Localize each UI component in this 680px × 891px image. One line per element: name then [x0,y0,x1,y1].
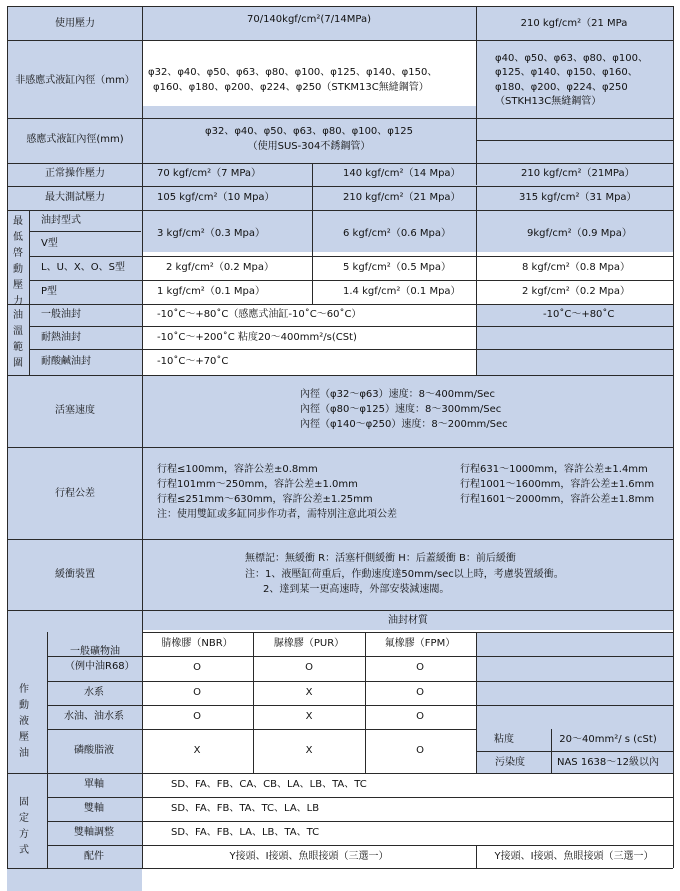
cushion-label: 緩衝裝置 [55,569,95,580]
mount-row-value: SD、FA、FB、LA、LB、TA、TC [171,827,320,838]
viscosity-value: 20～40mm²/ s (cSt) [559,734,657,745]
oil-temp-general-label: 一般油封 [41,309,81,320]
rule [7,6,673,7]
min-start-v70: 3 kgf/cm²（0.3 Mpa） [157,228,266,239]
rule [7,163,673,164]
rule [476,140,673,141]
rule [476,845,477,868]
oil-mark: O [193,711,201,722]
rule [29,256,673,257]
rule [476,186,477,304]
oil-row-label: 水油、油水系 [64,711,124,722]
rule [47,845,673,846]
rule [29,349,673,350]
cushion-note: 注：1、液壓缸荷重后，作動速度達50mm/sec以上時，考慮裝置緩衝。 [245,569,564,580]
rule [47,821,673,822]
stroke-tolerance-left-line: 行程≤251mm～630mm，容許公差±1.25mm [157,494,373,505]
rule [7,610,673,611]
oil-mark: O [193,687,201,698]
rule [7,6,8,868]
oil-mark: O [416,711,424,722]
piston-speed-line: 內徑（φ80～φ125）速度：8～300mm/Sec [300,404,502,415]
rule [7,447,673,448]
max-test-pressure-210: 315 kgf/cm²（31 Mpa） [519,192,637,203]
piston-speed-label: 活塞速度 [55,405,95,416]
rule [7,375,673,376]
oil-temp-acid-value: -10˚C～+70˚C [157,356,229,367]
min-start-v140: 1.4 kgf/cm²（0.1 Mpa） [343,286,461,297]
oil-temp-group-label: 油溫範圍 [13,310,23,369]
rule [7,40,673,41]
rule [29,326,673,327]
rule [7,118,673,119]
oil-row-label: 水系 [84,687,104,698]
oil-mark: O [416,745,424,756]
rule [7,539,673,540]
rule [7,868,673,869]
oil-row-label: 一般礦物油 [70,646,120,657]
viscosity-label: 粘度 [494,734,514,745]
rule [29,210,30,375]
accessories-70-140: Y接頭、I接頭、魚眼接頭（三選一） [229,851,389,862]
rule [312,163,313,304]
piston-speed-line: 內徑（φ32～φ63）速度：8～400mm/Sec [300,389,495,400]
stroke-tolerance-left-line: 行程101mm～250mm，容許公差±1.0mm [157,479,358,490]
oil-temp-acid-label: 耐酸鹹油封 [41,356,91,367]
oil-row-label: 磷酸脂液 [74,745,114,756]
oil-mark: O [305,662,313,673]
bore-210-line: φ180、φ200、φ224、φ250 [495,82,628,93]
oil-mark: X [305,745,313,756]
mount-row-value: SD、FA、FB、TA、TC、LA、LB [171,803,320,814]
rule [7,210,673,211]
piston-speed-line: 內徑（φ140～φ250）速度：8～200mm/Sec [300,419,508,430]
oil-temp-210-value: -10˚C～+80˚C [543,309,615,320]
max-test-pressure-label: 最大測試壓力 [45,192,105,203]
mount-row-value: SD、FA、FB、CA、CB、LA、LB、TA、TC [171,779,367,790]
rule [47,656,673,657]
header-210: 210 kgf/cm²（21 MPa [520,18,628,29]
rule [7,304,673,305]
max-test-pressure-70: 105 kgf/cm²（10 Mpa） [157,192,275,203]
cushion-note: 2、達到某一更高速時，外部安裝減速閥。 [263,584,450,595]
rule [47,797,673,798]
oil-mark: O [416,662,424,673]
seal-header-nbr: 腈橡膠（NBR） [161,638,233,649]
min-start-v70: 1 kgf/cm²（0.1 Mpa） [157,286,266,297]
rule [551,729,552,773]
stroke-tolerance-right-line: 行程1601～2000mm，容許公差±1.8mm [460,494,655,505]
mount-row-label: 雙軸 [84,803,104,814]
rule [476,304,477,375]
stroke-tolerance-label: 行程公差 [55,488,95,499]
seal-header-fpm: 氟橡膠（FPM） [384,638,456,649]
seal-material-label: 油封材質 [388,615,428,626]
rule [476,751,673,752]
bore-induction-line: （使用SUS-304不銹鋼管） [247,141,371,152]
stroke-tolerance-right-line: 行程1001～1600mm，容許公差±1.6mm [460,479,655,490]
rule [476,6,477,118]
rule [253,632,254,773]
oil-mark: X [193,745,201,756]
oil-mark: O [193,662,201,673]
bore-210-line: φ40、φ50、φ63、φ80、φ100、 [495,53,648,64]
seal-type-label: 油封型式 [41,215,81,226]
rule [47,681,673,682]
rule [476,632,477,773]
stroke-tolerance-right-line: 行程631～1000mm，容許公差±1.4mm [460,464,648,475]
min-start-v210: 2 kgf/cm²（0.2 Mpa） [522,286,631,297]
mounting-group-label: 固定方式 [19,797,29,856]
rule [47,705,673,706]
min-start-group-label: 最低啓動壓力 [13,216,23,307]
rule [142,6,143,868]
normal-pressure-140: 140 kgf/cm²（14 Mpa） [343,168,461,179]
rule [7,773,673,774]
normal-pressure-label: 正常操作壓力 [45,168,105,179]
accessories-label: 配件 [84,851,104,862]
min-start-v210: 8 kgf/cm²（0.8 Mpa） [522,262,631,273]
bore-non-induction-line: φ32、φ40、φ50、φ63、φ80、φ100、φ125、φ140、φ150、 [148,67,438,78]
seal-header-pur: 脲橡膠（PUR） [273,638,345,649]
rule [47,729,476,730]
rule [673,6,674,868]
bore-induction-label: 感應式液缸內徑(mm) [26,134,124,145]
normal-pressure-210: 210 kgf/cm²（21MPa） [521,168,635,179]
header-70-140: 70/140kgf/cm²(7/14MPa) [246,14,372,25]
oil-mark: X [305,687,313,698]
rule [29,231,141,232]
oil-temp-general-value: -10˚C～+80˚C（感應式油缸-10˚C～60˚C） [157,309,362,320]
oil-mark: O [416,687,424,698]
rule [476,118,477,185]
oil-temp-heat-value: -10˚C～+200˚C 粘度20～400mm²/s(CSt) [157,332,357,343]
min-start-row-label: L、U、X、O、S型 [41,262,125,273]
min-start-v140: 6 kgf/cm²（0.6 Mpa） [343,228,452,239]
min-start-row-label: V型 [41,238,58,249]
oil-row-label: （例中油R68） [65,661,135,672]
rule [29,280,673,281]
mount-row-label: 單軸 [84,779,104,790]
contamination-label: 污染度 [495,757,525,768]
rule [365,632,366,773]
max-test-pressure-140: 210 kgf/cm²（21 Mpa） [343,192,461,203]
bore-induction-line: φ32、φ40、φ50、φ63、φ80、φ100、φ125 [205,126,413,137]
min-start-v140: 5 kgf/cm²（0.5 Mpa） [343,262,452,273]
min-start-row-label: P型 [41,286,58,297]
cushion-line: 無標記：無緩衝 R：活塞杆側緩衝 H：后蓋緩衝 B：前后緩衝 [245,553,516,564]
bore-non-induction-line: φ160、φ180、φ200、φ224、φ250（STKM13C無縫鋼管） [153,82,429,93]
rule [47,632,48,868]
rule [142,632,673,633]
stroke-tolerance-note: 注：使用雙缸或多缸同步作功者，需特別注意此項公差 [157,509,397,520]
contamination-value: NAS 1638～12級以內 [556,757,660,768]
bore-210-line: （STKH13C無縫鋼管） [495,96,602,107]
bore-210-line: φ125、φ140、φ150、φ160、 [495,67,638,78]
bore-non-induction-label: 非感應式液缸內徑（mm） [15,75,135,86]
mount-row-label: 雙軸調整 [74,827,114,838]
working-oil-group-label: 作動液壓油 [19,684,29,759]
header-pressure-label: 使用壓力 [55,18,95,29]
stroke-tolerance-left-line: 行程≤100mm，容許公差±0.8mm [157,464,318,475]
min-start-v70: 2 kgf/cm²（0.2 Mpa） [166,262,275,273]
rule [7,186,673,187]
min-start-v210: 9kgf/cm²（0.9 Mpa） [527,228,632,239]
normal-pressure-70: 70 kgf/cm²（7 MPa） [157,168,262,179]
oil-temp-heat-label: 耐熱油封 [41,332,81,343]
accessories-210: Y接頭、I接頭、魚眼接頭（三選一） [494,851,654,862]
oil-mark: X [305,711,313,722]
